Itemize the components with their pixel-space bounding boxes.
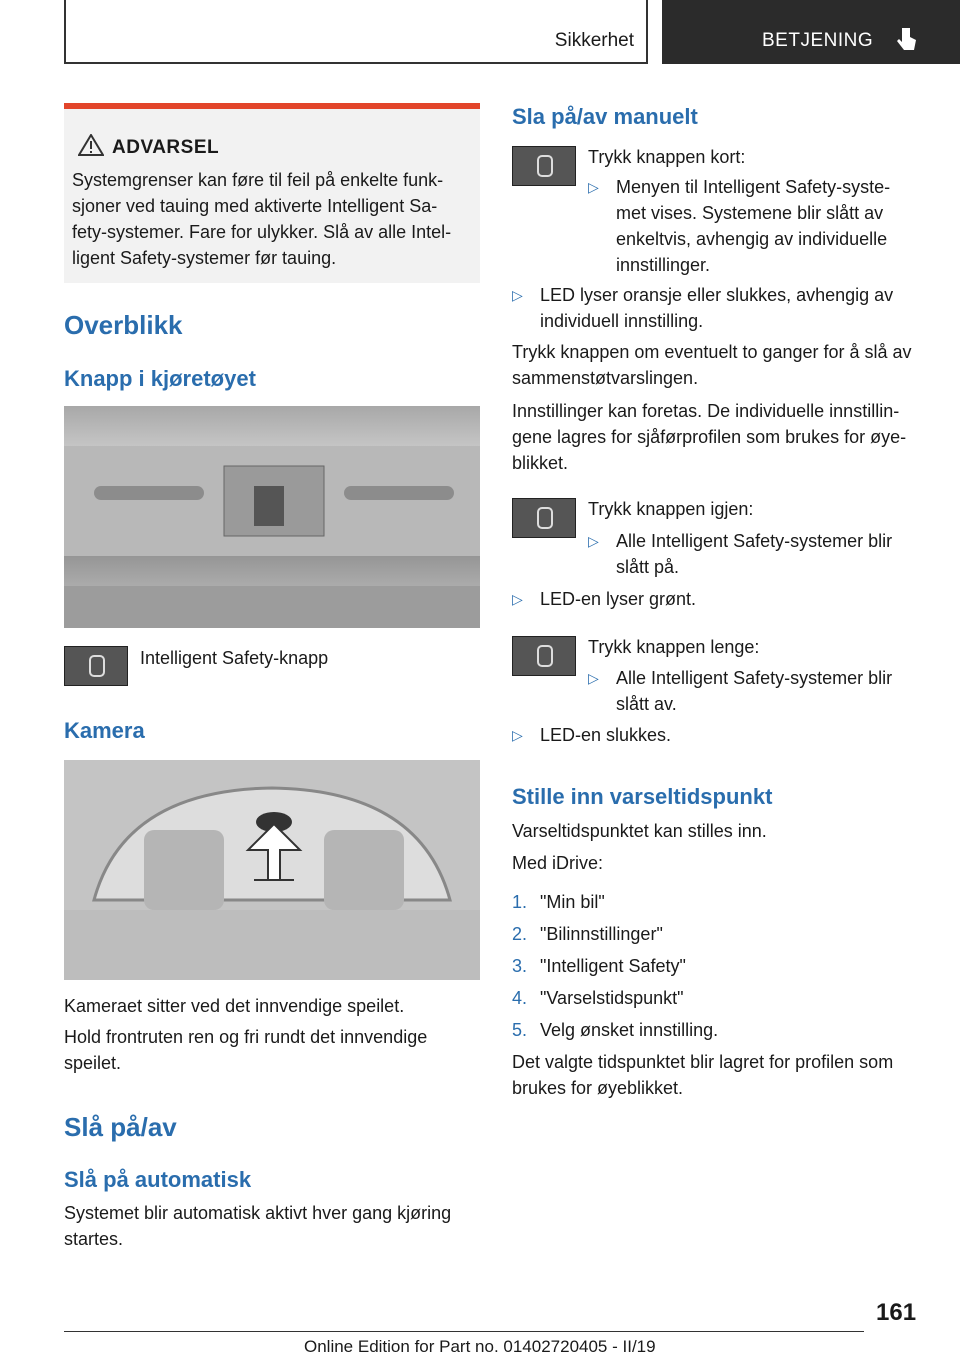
step-1: 1. "Min bil" [512,892,605,912]
camera-photo [64,760,480,980]
warning-triangle-icon [78,134,104,156]
warning-title: ADVARSEL [112,137,220,158]
safety-button-icon-again [512,498,576,538]
warning-text: Systemgrenser kan føre til feil på enkelte funk-sjoner ved tauing med aktiverte Intelligent Sa-fety-systemer. Fare for ulykker. Slå av alle Intel-ligent Safety-systemer før tauing. [72,170,452,268]
page-number: 161 [876,1299,917,1326]
step-5: 5. Velg ønsket innstilling. [512,1020,719,1040]
heading-knapp: Knapp i kjøretøyet [64,366,256,391]
press-again: Trykk knappen igjen: [588,499,754,519]
heading-sla-pa-av: Slå på/av [64,1112,177,1142]
footer-edition: Online Edition for Part no. 01402720405 - II/19 [304,1337,656,1356]
header-section-box [64,0,648,64]
text-settings: Innstillinger kan foretas. De individuelle innstillin-gene lagres for sjåførprofilen som brukes for øye-blikket. [512,401,907,473]
auto-text: Systemet blir automatisk aktivt hver gang kjøring startes. [64,1203,452,1249]
dashboard-button-photo [64,406,480,628]
bullet-triangle-icon: ▷ [512,591,523,607]
warning-box [64,103,480,283]
safety-button-icon-short [512,146,576,186]
press-short: Trykk knappen kort: [588,147,746,167]
final-text: Det valgte tidspunktet blir lagret for profilen som brukes for øyeblikket. [512,1052,894,1098]
bullet-triangle-icon: ▷ [588,533,599,549]
header-chapter-box [662,0,960,64]
bullet-triangle-icon: ▷ [588,179,599,195]
footer-divider [64,1331,864,1332]
header-chapter: BETJENING [762,30,874,51]
idrive-text: Med iDrive: [512,853,604,873]
dashboard-illustration [64,406,480,628]
bullet-triangle-icon: ▷ [588,670,599,686]
bullet-triangle-icon: ▷ [512,727,523,743]
header-section: Sikkerhet [554,30,634,51]
bullet-triangle-icon: ▷ [512,287,523,303]
varsel-text: Varseltidspunktet kan stilles inn. [512,821,767,841]
heading-kamera: Kamera [64,718,145,743]
hand-pointer-icon [896,26,918,54]
text-twice: Trykk knappen om eventuelt to ganger for å slå av sammenstøtvarslingen. [512,342,912,388]
safety-button-icon-long [512,636,576,676]
heading-varsel: Stille inn varseltidspunkt [512,784,773,809]
safety-button-icon [64,646,128,686]
press-long: Trykk knappen lenge: [588,637,760,657]
heading-overblikk: Overblikk [64,310,183,340]
windshield-illustration [64,760,480,980]
kamera-text-2: Hold frontruten ren og fri rundt det innvendige speilet. [64,1027,428,1073]
heading-automatisk: Slå på automatisk [64,1167,252,1192]
step-2: 2. "Bilinnstillinger" [512,924,663,944]
heading-manuelt: Sla på/av manuelt [512,104,698,129]
kamera-text-1: Kameraet sitter ved det innvendige speilet. [64,996,405,1016]
knapp-caption: Intelligent Safety-knapp [140,648,329,668]
step-4: 4. "Varselstidspunkt" [512,988,684,1008]
step-3: 3. "Intelligent Safety" [512,956,686,976]
